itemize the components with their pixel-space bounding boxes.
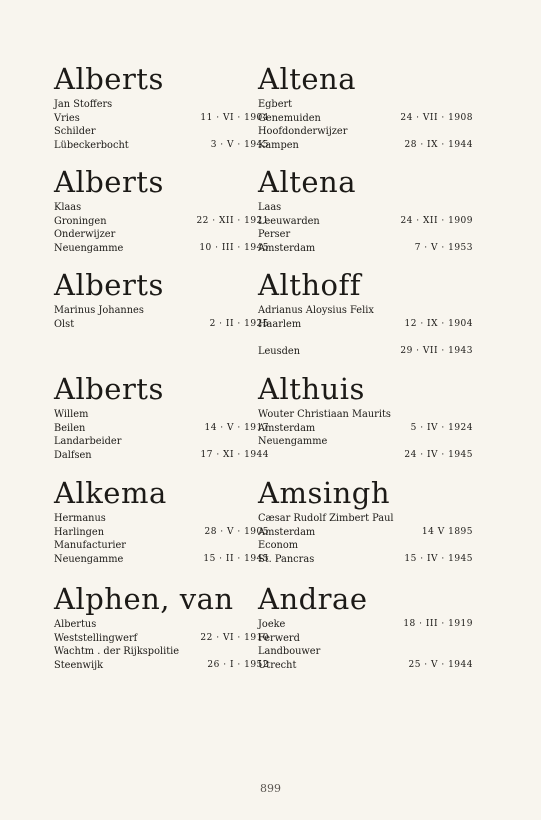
entry-text: Amsterdam: [258, 242, 316, 254]
entry-line: [54, 125, 269, 139]
register-entry: [54, 165, 269, 255]
entry-text: St. Pancras: [258, 553, 315, 565]
register-entry: [258, 582, 473, 672]
surname-heading: Amsingh: [258, 476, 391, 510]
entry-date: 3 · V · 1945: [210, 139, 269, 150]
entry-line: [258, 98, 473, 112]
entry-line: [54, 618, 269, 632]
entry-date: 14 V 1895: [421, 526, 473, 537]
entry-line: [54, 228, 269, 242]
entry-text: Perser: [258, 229, 291, 240]
entry-text: Amsterdam: [258, 422, 316, 434]
surname-heading: Alphen, van: [54, 582, 234, 616]
entry-text: Steenwijk: [54, 659, 104, 671]
entry-date: 2 · II · 1925: [209, 318, 269, 329]
entry-text: Beilen: [54, 422, 86, 434]
entry-date: 11 · VI · 1904: [200, 112, 269, 123]
entry-line: [258, 422, 473, 436]
entry-line: [258, 553, 473, 567]
entry-line: [54, 304, 269, 318]
entry-date: 24 · XII · 1909: [400, 215, 473, 226]
entry-line: [258, 215, 473, 229]
entry-text: Vries: [54, 112, 80, 124]
entry-text: Harlingen: [54, 526, 105, 538]
entry-text: Hermanus: [54, 513, 106, 524]
entry-date: 22 · VI · 1910: [200, 632, 269, 643]
entry-text: Jan Stoffers: [54, 99, 113, 110]
entry-date: 28 · V · 1905: [204, 526, 269, 537]
entry-line: [258, 435, 473, 449]
entry-text: Amsterdam: [258, 526, 316, 538]
entry-line: [258, 632, 473, 646]
entry-date: 14 · V · 1917: [204, 422, 269, 433]
entry-line: [258, 449, 473, 463]
entry-line: [258, 242, 473, 256]
surname-heading: Althuis: [258, 372, 365, 406]
entry-line: [54, 539, 269, 553]
entry-text: Joeke: [258, 619, 286, 630]
surname-heading: Alberts: [54, 62, 164, 96]
entry-text: Laas: [258, 202, 282, 213]
entry-text: Landbouwer: [258, 646, 321, 657]
entry-text: Adrianus Aloysius Felix: [258, 305, 374, 316]
entry-text: Haarlem: [258, 318, 302, 330]
entry-text: Manufacturier: [54, 540, 126, 551]
entry-text: Egbert: [258, 99, 293, 110]
register-entry: [54, 62, 269, 152]
surname-heading: Alberts: [54, 165, 164, 199]
entry-line: [258, 408, 473, 422]
entry-text: Marinus Johannes: [54, 305, 144, 316]
entry-line: [54, 98, 269, 112]
entry-line: [258, 228, 473, 242]
entry-date: 26 · I · 1952: [207, 659, 269, 670]
entry-date: 15 · II · 1945: [203, 553, 269, 564]
entry-line: [258, 112, 473, 126]
entry-date: 24 · IV · 1945: [404, 449, 473, 460]
entry-date: 25 · V · 1944: [408, 659, 473, 670]
entry-text: Wachtm . der Rijkspolitie: [54, 646, 180, 657]
entry-line: [54, 526, 269, 540]
surname-heading: Alkema: [54, 476, 167, 510]
entry-line: [258, 318, 473, 332]
entry-line: [54, 242, 269, 256]
surname-heading: Althoff: [258, 268, 361, 302]
entry-text: Leeuwarden: [258, 215, 320, 227]
register-entry: [54, 582, 269, 672]
entry-date: 28 · IX · 1944: [404, 139, 473, 150]
entry-line: [54, 318, 269, 332]
entry-date: 12 · IX · 1904: [404, 318, 473, 329]
entry-line: [54, 449, 269, 463]
entry-text: Neuengamme: [258, 436, 328, 447]
entry-text: Leusden: [258, 345, 301, 357]
entry-text: Wouter Christiaan Maurits: [258, 409, 391, 420]
entry-line: [54, 215, 269, 229]
entry-line: [54, 112, 269, 126]
entry-line: [54, 139, 269, 153]
entry-line: [54, 408, 269, 422]
entry-date: 15 · IV · 1945: [404, 553, 473, 564]
entry-line: [54, 201, 269, 215]
entry-text: Weststellingwerf: [54, 632, 138, 644]
entry-text: Klaas: [54, 202, 82, 213]
entry-line: [54, 553, 269, 567]
register-entry: [258, 165, 473, 255]
entry-line: [258, 659, 473, 673]
entry-text: Ferwerd: [258, 632, 300, 644]
entry-text: Willem: [54, 409, 89, 420]
entry-line: [258, 139, 473, 153]
register-entry: [54, 372, 269, 462]
surname-heading: Altena: [258, 165, 357, 199]
entry-line: [54, 422, 269, 436]
entry-text: Cæsar Rudolf Zimbert Paul: [258, 513, 394, 524]
page-number: 899: [260, 782, 281, 795]
entry-line: [258, 304, 473, 318]
entry-line: [54, 659, 269, 673]
entry-text: Dalfsen: [54, 449, 92, 461]
entry-text: Neuengamme: [54, 553, 124, 565]
entry-text: Lübeckerbocht: [54, 139, 129, 151]
entry-text: Landarbeider: [54, 436, 122, 447]
entry-date: 29 · VII · 1943: [400, 345, 473, 356]
register-entry: [258, 62, 473, 152]
entry-date: 22 · XII · 1921: [196, 215, 269, 226]
entry-text: Genemuiden: [258, 112, 321, 124]
entry-date: 18 · III · 1919: [403, 619, 473, 629]
entry-line: [258, 539, 473, 553]
entry-date: 10 · III · 1945: [199, 242, 269, 253]
entry-text: Hoofdonderwijzer: [258, 126, 348, 137]
surname-heading: Alberts: [54, 268, 164, 302]
register-entry: [54, 268, 269, 331]
entry-date: 5 · IV · 1924: [410, 422, 473, 433]
register-entry: [258, 372, 473, 462]
entry-line: [258, 331, 473, 345]
entry-date: 7 · V · 1953: [414, 242, 473, 253]
entry-text: Olst: [54, 318, 75, 330]
entry-text: Onderwijzer: [54, 229, 116, 240]
entry-text: Econom: [258, 540, 299, 551]
entry-text: Utrecht: [258, 659, 297, 671]
register-entry: [258, 268, 473, 358]
entry-line: [54, 645, 269, 659]
entry-line: [258, 201, 473, 215]
entry-line: [54, 512, 269, 526]
entry-line: [54, 632, 269, 646]
entry-text: Neuengamme: [54, 242, 124, 254]
surname-heading: Alberts: [54, 372, 164, 406]
register-entry: [258, 476, 473, 566]
register-entry: [54, 476, 269, 566]
surname-heading: Altena: [258, 62, 357, 96]
entry-text: Groningen: [54, 215, 107, 227]
entry-date: 17 · XI · 1944: [200, 449, 269, 460]
entry-line: [258, 526, 473, 540]
entry-date: 24 · VII · 1908: [400, 112, 473, 123]
surname-heading: Andrae: [258, 582, 368, 616]
entry-line: [258, 125, 473, 139]
entry-line: [258, 618, 473, 632]
entry-text: Albertus: [54, 619, 97, 630]
entry-text: Schilder: [54, 126, 96, 137]
entry-line: [258, 645, 473, 659]
entry-line: [258, 345, 473, 359]
entry-line: [54, 435, 269, 449]
entry-text: Kampen: [258, 139, 299, 151]
entry-line: [258, 512, 473, 526]
